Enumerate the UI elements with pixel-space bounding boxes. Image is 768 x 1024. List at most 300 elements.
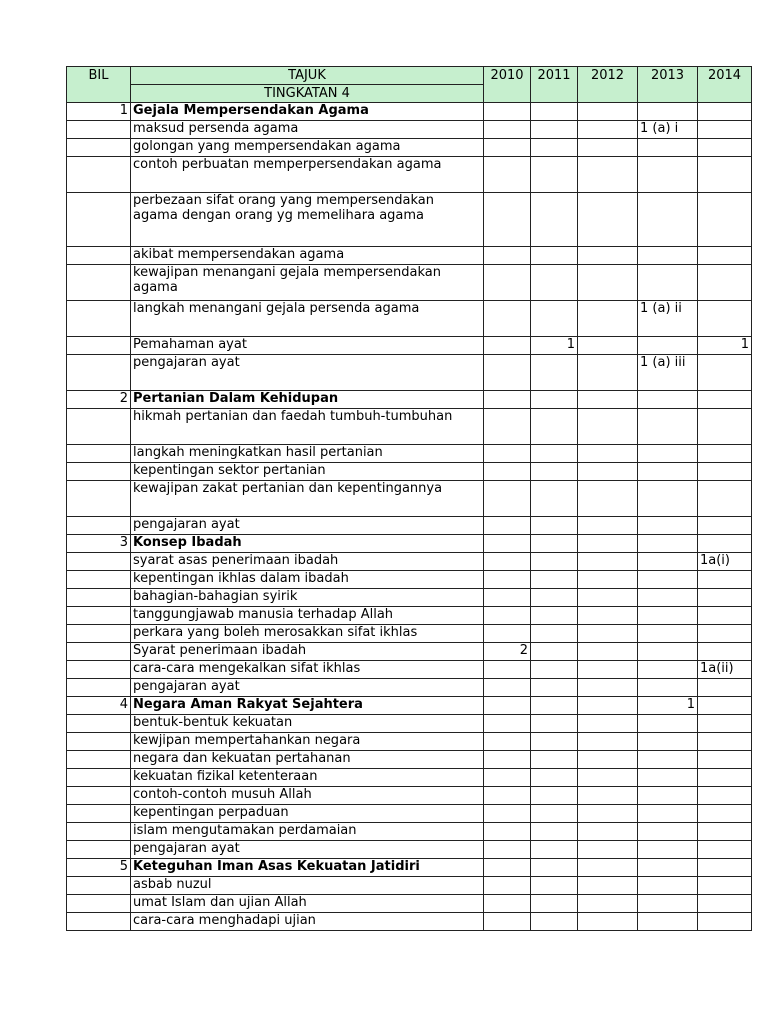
bil-cell: 2 — [67, 391, 131, 409]
year-cell-2012 — [578, 247, 638, 265]
table-row — [67, 445, 752, 463]
year-cell-2014 — [698, 157, 752, 193]
section-row — [67, 535, 752, 553]
table-row — [67, 355, 752, 391]
topic-cell: langkah meningkatkan hasil pertanian — [131, 445, 484, 463]
table-row — [67, 337, 752, 355]
topic-cell: negara dan kekuatan pertahanan — [131, 751, 484, 769]
year-cell-2010 — [484, 625, 531, 643]
topic-cell: kewjipan mempertahankan negara — [131, 733, 484, 751]
year-cell-2013: 1 (a) i — [638, 121, 698, 139]
table-row — [67, 841, 752, 859]
bil-cell — [67, 607, 131, 625]
year-cell-2014 — [698, 805, 752, 823]
year-cell-2010 — [484, 355, 531, 391]
year-cell-2011 — [531, 391, 578, 409]
year-cell-2010 — [484, 607, 531, 625]
bil-cell — [67, 337, 131, 355]
year-cell-2010 — [484, 715, 531, 733]
year-cell-2013 — [638, 247, 698, 265]
section-row — [67, 391, 752, 409]
year-cell-2010 — [484, 481, 531, 517]
year-cell-2010 — [484, 859, 531, 877]
year-cell-2010 — [484, 787, 531, 805]
table-row — [67, 553, 752, 571]
year-cell-2012 — [578, 589, 638, 607]
year-cell-2013 — [638, 607, 698, 625]
year-cell-2014 — [698, 625, 752, 643]
year-cell-2012 — [578, 535, 638, 553]
year-cell-2014 — [698, 715, 752, 733]
year-cell-2011 — [531, 139, 578, 157]
year-cell-2014 — [698, 571, 752, 589]
bil-cell — [67, 463, 131, 481]
year-cell-2013 — [638, 859, 698, 877]
year-cell-2012 — [578, 661, 638, 679]
year-cell-2010 — [484, 409, 531, 445]
topic-cell: kepentingan perpaduan — [131, 805, 484, 823]
year-cell-2013 — [638, 895, 698, 913]
year-cell-2012 — [578, 733, 638, 751]
header-year-2014: 2014 — [698, 67, 752, 103]
year-cell-2014 — [698, 481, 752, 517]
year-cell-2010 — [484, 157, 531, 193]
year-cell-2010 — [484, 445, 531, 463]
section-title: Pertanian Dalam Kehidupan — [131, 391, 484, 409]
year-cell-2012 — [578, 301, 638, 337]
year-cell-2011 — [531, 805, 578, 823]
bil-cell — [67, 265, 131, 301]
bil-cell: 5 — [67, 859, 131, 877]
table-row — [67, 157, 752, 193]
year-cell-2010 — [484, 661, 531, 679]
year-cell-2011 — [531, 895, 578, 913]
year-cell-2010 — [484, 697, 531, 715]
topic-cell: kepentingan sektor pertanian — [131, 463, 484, 481]
year-cell-2012 — [578, 625, 638, 643]
bil-cell — [67, 139, 131, 157]
year-cell-2014: 1 — [698, 337, 752, 355]
year-cell-2010 — [484, 103, 531, 121]
topic-cell: contoh perbuatan memperpersendakan agama — [131, 157, 484, 193]
year-cell-2010 — [484, 913, 531, 931]
year-cell-2010 — [484, 337, 531, 355]
year-cell-2011 — [531, 769, 578, 787]
year-cell-2011 — [531, 607, 578, 625]
year-cell-2014 — [698, 121, 752, 139]
year-cell-2010 — [484, 769, 531, 787]
year-cell-2012 — [578, 103, 638, 121]
year-cell-2014 — [698, 103, 752, 121]
year-cell-2010 — [484, 139, 531, 157]
table-row — [67, 265, 752, 301]
year-cell-2013 — [638, 139, 698, 157]
table-row — [67, 679, 752, 697]
year-cell-2013 — [638, 877, 698, 895]
year-cell-2012 — [578, 913, 638, 931]
section-title: Gejala Mempersendakan Agama — [131, 103, 484, 121]
year-cell-2012 — [578, 391, 638, 409]
table-row — [67, 463, 752, 481]
year-cell-2011 — [531, 301, 578, 337]
year-cell-2012 — [578, 679, 638, 697]
year-cell-2013: 1 (a) iii — [638, 355, 698, 391]
year-cell-2010 — [484, 841, 531, 859]
year-cell-2013 — [638, 265, 698, 301]
year-cell-2011 — [531, 913, 578, 931]
year-cell-2014 — [698, 463, 752, 481]
year-cell-2014 — [698, 895, 752, 913]
year-cell-2012 — [578, 121, 638, 139]
year-cell-2013 — [638, 481, 698, 517]
year-cell-2012 — [578, 481, 638, 517]
bil-cell — [67, 517, 131, 535]
year-cell-2010 — [484, 301, 531, 337]
table-row — [67, 751, 752, 769]
header-subtitle: TINGKATAN 4 — [131, 85, 484, 103]
year-cell-2014 — [698, 697, 752, 715]
topic-cell: langkah menangani gejala persenda agama — [131, 301, 484, 337]
table-body — [67, 103, 752, 931]
year-cell-2012 — [578, 859, 638, 877]
table-row — [67, 571, 752, 589]
year-cell-2014 — [698, 409, 752, 445]
year-cell-2014 — [698, 301, 752, 337]
year-cell-2014 — [698, 679, 752, 697]
bil-cell — [67, 445, 131, 463]
bil-cell — [67, 661, 131, 679]
year-cell-2014 — [698, 607, 752, 625]
year-cell-2010 — [484, 571, 531, 589]
topic-cell: cara-cara mengekalkan sifat ikhlas — [131, 661, 484, 679]
bil-cell: 1 — [67, 103, 131, 121]
year-cell-2013 — [638, 517, 698, 535]
year-cell-2014 — [698, 391, 752, 409]
topic-cell: asbab nuzul — [131, 877, 484, 895]
year-cell-2012 — [578, 571, 638, 589]
year-cell-2014 — [698, 589, 752, 607]
table-row — [67, 913, 752, 931]
year-cell-2011 — [531, 751, 578, 769]
year-cell-2011 — [531, 733, 578, 751]
bil-cell — [67, 553, 131, 571]
year-cell-2012 — [578, 517, 638, 535]
topic-cell: contoh-contoh musuh Allah — [131, 787, 484, 805]
year-cell-2011 — [531, 841, 578, 859]
year-cell-2014 — [698, 139, 752, 157]
year-cell-2012 — [578, 769, 638, 787]
year-cell-2011 — [531, 517, 578, 535]
year-cell-2013 — [638, 391, 698, 409]
year-cell-2013 — [638, 769, 698, 787]
table-row — [67, 409, 752, 445]
year-cell-2011 — [531, 589, 578, 607]
table-row — [67, 715, 752, 733]
year-cell-2010 — [484, 733, 531, 751]
year-cell-2012 — [578, 895, 638, 913]
section-title: Negara Aman Rakyat Sejahtera — [131, 697, 484, 715]
header-year-2010: 2010 — [484, 67, 531, 103]
year-cell-2014 — [698, 823, 752, 841]
year-cell-2011 — [531, 265, 578, 301]
section-row — [67, 697, 752, 715]
year-cell-2011 — [531, 877, 578, 895]
year-cell-2014: 1a(i) — [698, 553, 752, 571]
section-row — [67, 859, 752, 877]
year-cell-2010 — [484, 589, 531, 607]
year-cell-2013 — [638, 805, 698, 823]
section-title: Konsep Ibadah — [131, 535, 484, 553]
table-row — [67, 643, 752, 661]
year-cell-2011: 1 — [531, 337, 578, 355]
table-row — [67, 481, 752, 517]
year-cell-2011 — [531, 625, 578, 643]
bil-cell — [67, 247, 131, 265]
topic-cell: pengajaran ayat — [131, 841, 484, 859]
year-cell-2012 — [578, 751, 638, 769]
year-cell-2010 — [484, 247, 531, 265]
topic-cell: pengajaran ayat — [131, 679, 484, 697]
year-cell-2011 — [531, 103, 578, 121]
year-cell-2013 — [638, 823, 698, 841]
year-cell-2011 — [531, 571, 578, 589]
year-cell-2011 — [531, 355, 578, 391]
year-cell-2011 — [531, 787, 578, 805]
table-row — [67, 769, 752, 787]
year-cell-2013 — [638, 787, 698, 805]
year-cell-2014 — [698, 769, 752, 787]
table-row — [67, 625, 752, 643]
table-row — [67, 139, 752, 157]
table-row — [67, 301, 752, 337]
year-cell-2012 — [578, 193, 638, 247]
bil-cell: 4 — [67, 697, 131, 715]
bil-cell — [67, 769, 131, 787]
topic-cell: kekuatan fizikal ketenteraan — [131, 769, 484, 787]
year-cell-2013 — [638, 913, 698, 931]
year-cell-2012 — [578, 697, 638, 715]
year-cell-2013 — [638, 103, 698, 121]
year-cell-2012 — [578, 823, 638, 841]
table-row — [67, 805, 752, 823]
topic-cell: kewajipan zakat pertanian dan kepentingannya — [131, 481, 484, 517]
topic-cell: pengajaran ayat — [131, 355, 484, 391]
year-cell-2012 — [578, 265, 638, 301]
year-cell-2013 — [638, 337, 698, 355]
topic-cell: tanggungjawab manusia terhadap Allah — [131, 607, 484, 625]
topic-cell: maksud persenda agama — [131, 121, 484, 139]
bil-cell — [67, 805, 131, 823]
year-cell-2011 — [531, 409, 578, 445]
year-cell-2013 — [638, 571, 698, 589]
bil-cell — [67, 643, 131, 661]
year-cell-2010 — [484, 463, 531, 481]
bil-cell — [67, 787, 131, 805]
year-cell-2012 — [578, 787, 638, 805]
year-cell-2014 — [698, 265, 752, 301]
year-cell-2012 — [578, 463, 638, 481]
year-cell-2014 — [698, 355, 752, 391]
year-cell-2012 — [578, 643, 638, 661]
year-cell-2013 — [638, 463, 698, 481]
header-tajuk: TAJUK — [131, 67, 484, 85]
header-year-2013: 2013 — [638, 67, 698, 103]
year-cell-2010 — [484, 535, 531, 553]
bil-cell — [67, 751, 131, 769]
table-row — [67, 121, 752, 139]
year-cell-2010 — [484, 193, 531, 247]
year-cell-2014 — [698, 445, 752, 463]
year-cell-2014 — [698, 643, 752, 661]
topic-cell: Syarat penerimaan ibadah — [131, 643, 484, 661]
year-cell-2011 — [531, 553, 578, 571]
table-row — [67, 823, 752, 841]
year-cell-2011 — [531, 463, 578, 481]
bil-cell — [67, 913, 131, 931]
topic-cell: bentuk-bentuk kekuatan — [131, 715, 484, 733]
section-title: Keteguhan Iman Asas Kekuatan Jatidiri — [131, 859, 484, 877]
year-cell-2011 — [531, 679, 578, 697]
year-cell-2012 — [578, 841, 638, 859]
year-cell-2014 — [698, 913, 752, 931]
section-row — [67, 103, 752, 121]
year-cell-2013 — [638, 715, 698, 733]
year-cell-2012 — [578, 607, 638, 625]
year-cell-2010 — [484, 877, 531, 895]
table-row — [67, 193, 752, 247]
topic-cell: kewajipan menangani gejala mempersendakan agama — [131, 265, 484, 301]
table-row — [67, 589, 752, 607]
table-row — [67, 733, 752, 751]
year-cell-2014 — [698, 841, 752, 859]
year-cell-2014 — [698, 193, 752, 247]
year-cell-2010 — [484, 679, 531, 697]
bil-cell — [67, 589, 131, 607]
year-cell-2014 — [698, 517, 752, 535]
year-cell-2010 — [484, 823, 531, 841]
year-cell-2014 — [698, 787, 752, 805]
year-cell-2013: 1 — [638, 697, 698, 715]
year-cell-2012 — [578, 337, 638, 355]
bil-cell — [67, 301, 131, 337]
year-cell-2012 — [578, 445, 638, 463]
year-cell-2010 — [484, 805, 531, 823]
bil-cell — [67, 355, 131, 391]
year-cell-2013 — [638, 193, 698, 247]
year-cell-2011 — [531, 715, 578, 733]
year-cell-2012 — [578, 355, 638, 391]
year-cell-2013 — [638, 157, 698, 193]
year-cell-2010 — [484, 265, 531, 301]
year-cell-2011 — [531, 643, 578, 661]
year-cell-2012 — [578, 715, 638, 733]
year-cell-2014 — [698, 859, 752, 877]
year-cell-2014 — [698, 535, 752, 553]
year-cell-2010 — [484, 751, 531, 769]
table-row — [67, 877, 752, 895]
bil-cell — [67, 157, 131, 193]
topic-cell: hikmah pertanian dan faedah tumbuh-tumbuhan — [131, 409, 484, 445]
bil-cell — [67, 571, 131, 589]
year-cell-2012 — [578, 805, 638, 823]
year-cell-2013 — [638, 679, 698, 697]
year-cell-2010 — [484, 121, 531, 139]
year-cell-2012 — [578, 877, 638, 895]
year-cell-2012 — [578, 157, 638, 193]
topic-cell: syarat asas penerimaan ibadah — [131, 553, 484, 571]
year-cell-2013 — [638, 733, 698, 751]
table-row — [67, 247, 752, 265]
year-cell-2013: 1 (a) ii — [638, 301, 698, 337]
header-year-2011: 2011 — [531, 67, 578, 103]
topic-cell: golongan yang mempersendakan agama — [131, 139, 484, 157]
table-row — [67, 895, 752, 913]
year-cell-2013 — [638, 535, 698, 553]
bil-cell — [67, 733, 131, 751]
year-cell-2011 — [531, 697, 578, 715]
year-cell-2014 — [698, 733, 752, 751]
year-cell-2013 — [638, 841, 698, 859]
year-cell-2014 — [698, 751, 752, 769]
year-cell-2011 — [531, 661, 578, 679]
topic-cell: islam mengutamakan perdamaian — [131, 823, 484, 841]
year-cell-2013 — [638, 553, 698, 571]
year-cell-2011 — [531, 535, 578, 553]
year-cell-2013 — [638, 589, 698, 607]
bil-cell — [67, 481, 131, 517]
year-cell-2013 — [638, 661, 698, 679]
topic-cell: umat Islam dan ujian Allah — [131, 895, 484, 913]
year-cell-2011 — [531, 121, 578, 139]
topic-cell: perbezaan sifat orang yang mempersendakan agama dengan orang yg memelihara agama — [131, 193, 484, 247]
year-cell-2011 — [531, 481, 578, 517]
year-cell-2010 — [484, 895, 531, 913]
table-row — [67, 661, 752, 679]
bil-cell — [67, 625, 131, 643]
header-year-2012: 2012 — [578, 67, 638, 103]
bil-cell: 3 — [67, 535, 131, 553]
year-cell-2010: 2 — [484, 643, 531, 661]
year-cell-2014 — [698, 877, 752, 895]
table-row — [67, 787, 752, 805]
year-cell-2012 — [578, 409, 638, 445]
year-cell-2013 — [638, 751, 698, 769]
bil-cell — [67, 409, 131, 445]
bil-cell — [67, 823, 131, 841]
bil-cell — [67, 715, 131, 733]
topic-cell: cara-cara menghadapi ujian — [131, 913, 484, 931]
bil-cell — [67, 877, 131, 895]
year-cell-2011 — [531, 193, 578, 247]
year-cell-2013 — [638, 643, 698, 661]
year-cell-2014 — [698, 247, 752, 265]
year-cell-2010 — [484, 517, 531, 535]
year-cell-2010 — [484, 553, 531, 571]
topic-table — [66, 66, 752, 931]
bil-cell — [67, 841, 131, 859]
year-cell-2012 — [578, 553, 638, 571]
year-cell-2010 — [484, 391, 531, 409]
topic-cell: pengajaran ayat — [131, 517, 484, 535]
year-cell-2013 — [638, 409, 698, 445]
topic-cell: akibat mempersendakan agama — [131, 247, 484, 265]
year-cell-2011 — [531, 859, 578, 877]
topic-cell: kepentingan ikhlas dalam ibadah — [131, 571, 484, 589]
table-row — [67, 607, 752, 625]
topic-cell: bahagian-bahagian syirik — [131, 589, 484, 607]
year-cell-2011 — [531, 247, 578, 265]
header-bil: BIL — [67, 67, 131, 103]
